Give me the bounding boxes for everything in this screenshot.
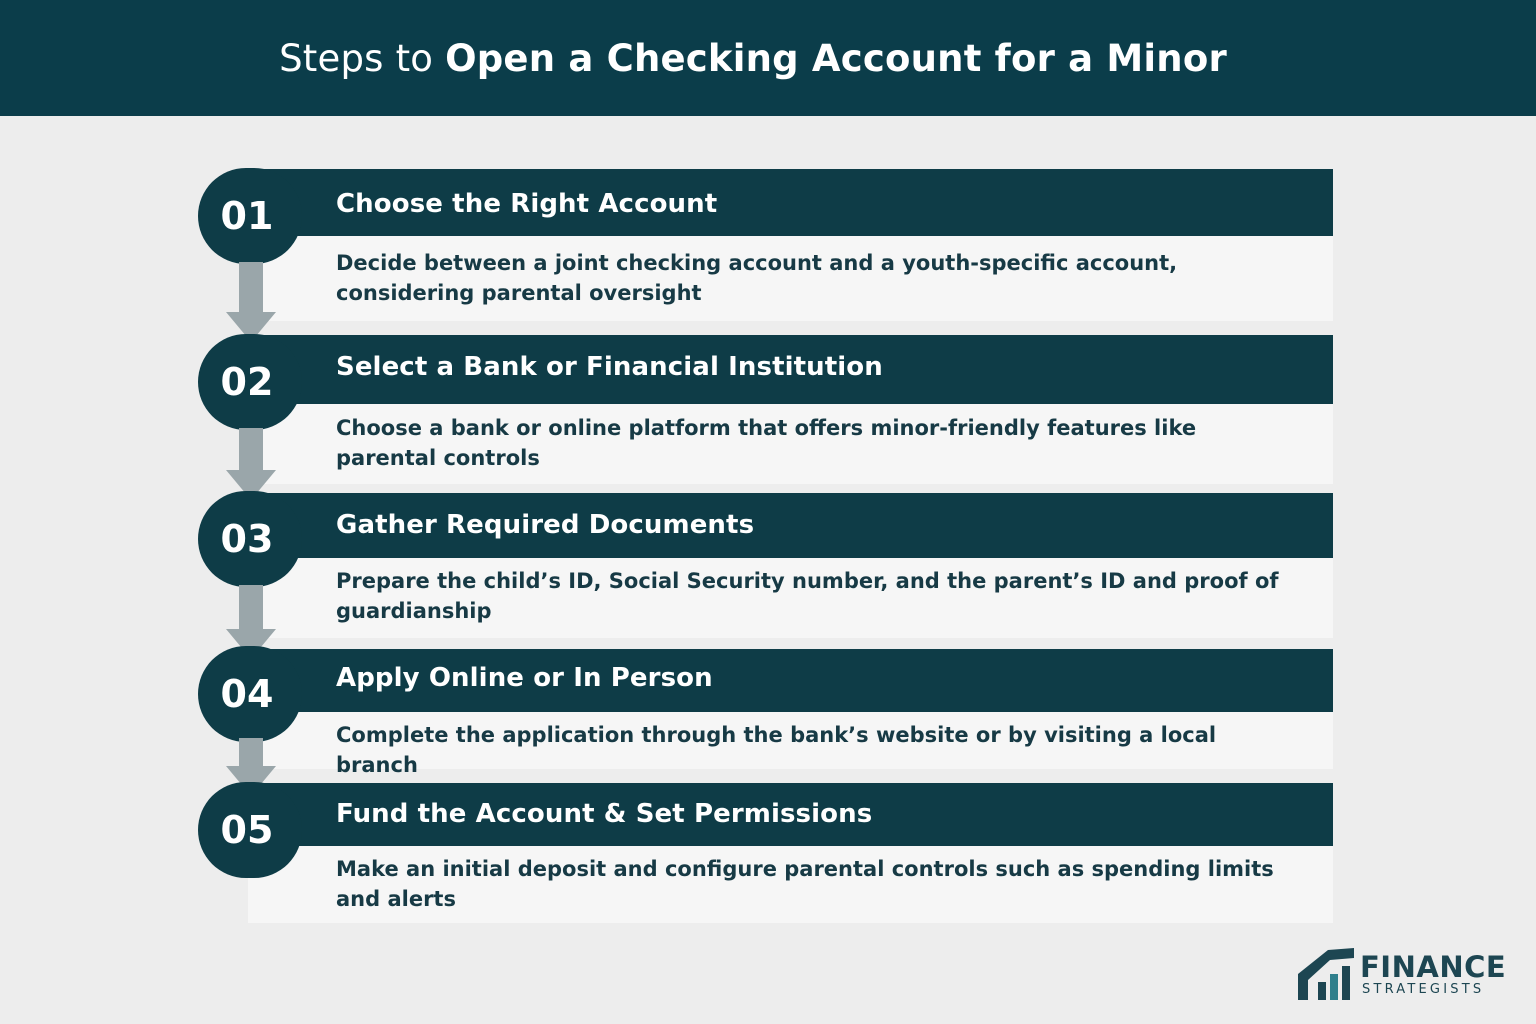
page-title-light: Steps to (279, 36, 446, 80)
page-title-bold: Open a Checking Account for a Minor (445, 36, 1227, 80)
step-title: Gather Required Documents (336, 510, 755, 540)
step-number-badge: 03 (198, 491, 302, 587)
step-description: Prepare the child’s ID, Social Security number, and the parent’s ID and proof of guardianship (336, 569, 1279, 623)
finance-strategists-logo (1298, 946, 1508, 1002)
down-arrow-icon (226, 262, 276, 342)
step-description: Make an initial deposit and configure parental controls such as spending limits and alerts (336, 857, 1274, 911)
logo-name: FINANCE (1360, 950, 1507, 984)
step-description: Complete the application through the bank’s website or by visiting a local branch (336, 723, 1217, 777)
step-title: Select a Bank or Financial Institution (336, 352, 883, 382)
step-title: Apply Online or In Person (336, 663, 713, 693)
step-title: Fund the Account & Set Permissions (336, 799, 873, 829)
step-number-badge: 02 (198, 334, 302, 430)
logo-mark-icon (1298, 946, 1354, 1000)
step-number-badge: 04 (198, 646, 302, 742)
step-description: Decide between a joint checking account and a youth-specific account, considering parental oversight (336, 251, 1178, 305)
step-description: Choose a bank or online platform that offers minor-friendly features like parental controls (336, 416, 1197, 470)
step-number-badge: 01 (198, 168, 302, 264)
down-arrow-icon (226, 428, 276, 500)
step-number-badge: 05 (198, 782, 302, 878)
step-title: Choose the Right Account (336, 189, 718, 219)
logo-subtitle: STRATEGISTS (1362, 982, 1485, 997)
